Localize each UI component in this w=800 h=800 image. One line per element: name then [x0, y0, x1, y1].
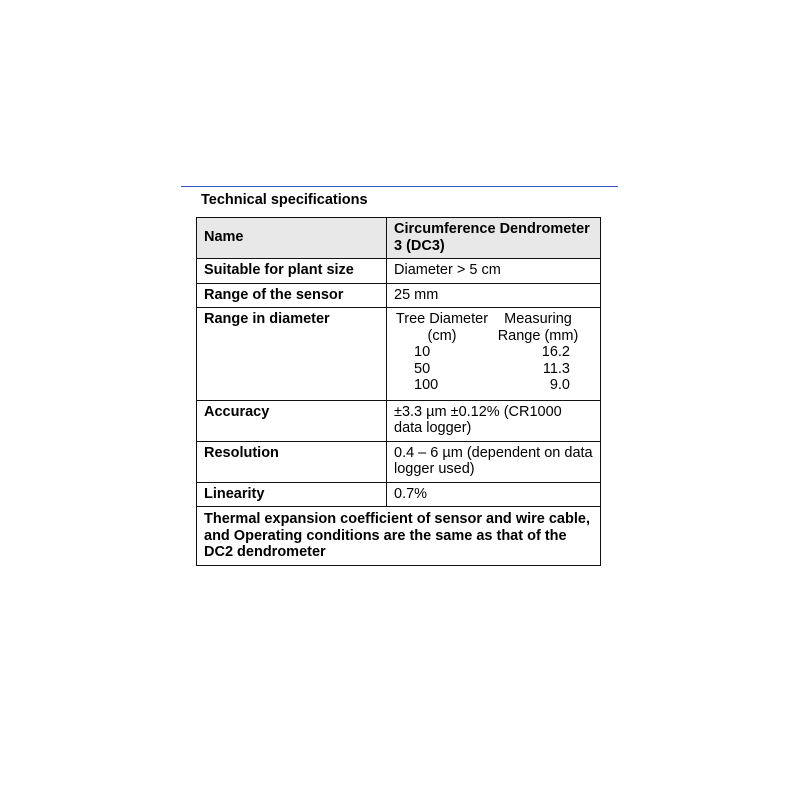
specifications-table [196, 217, 601, 566]
spec-label: Accuracy [197, 400, 387, 441]
range-value: 11.3 [542, 360, 570, 377]
range-value: 16.2 [541, 344, 570, 360]
header-rule [181, 186, 618, 187]
spec-value: 25 mm [387, 283, 601, 308]
measuring-range-header: Measuring Range (mm) [497, 311, 579, 344]
table-row [197, 400, 601, 441]
range-subtable [394, 311, 593, 396]
table-row [197, 283, 601, 308]
name-label-cell: Name [197, 218, 387, 259]
spec-label: Suitable for plant size [197, 259, 387, 284]
diameter-value: 50 [414, 360, 431, 377]
footer-note: Thermal expansion coefficient of sensor and wire cable, and Operating conditions are the same as that of the DC2 dendrometer [197, 507, 601, 566]
table-footer-row [197, 507, 601, 566]
diameter-value: 100 [414, 377, 439, 393]
tree-diameter-header: Tree Diameter (cm) [395, 311, 489, 344]
table-row [197, 259, 601, 284]
section-heading: Technical specifications [201, 192, 368, 208]
table-row [197, 482, 601, 507]
range-in-diameter-cell [387, 308, 601, 401]
spec-label: Range of the sensor [197, 283, 387, 308]
spec-value: 0.7% [387, 482, 601, 507]
spec-label: Resolution [197, 441, 387, 482]
table-row [197, 308, 601, 401]
product-name-cell: Circumference Dendrometer 3 (DC3) [387, 218, 601, 259]
table-header-row [197, 218, 601, 259]
spec-label: Linearity [197, 482, 387, 507]
spec-value: Diameter > 5 cm [387, 259, 601, 284]
table-row [197, 441, 601, 482]
spec-value: ±3.3 µm ±0.12% (CR1000 data logger) [387, 400, 601, 441]
range-value: 9.0 [549, 377, 570, 393]
spec-value: 0.4 – 6 µm (dependent on data logger used) [387, 441, 601, 482]
spec-label: Range in diameter [197, 308, 387, 401]
diameter-value: 10 [414, 344, 431, 360]
